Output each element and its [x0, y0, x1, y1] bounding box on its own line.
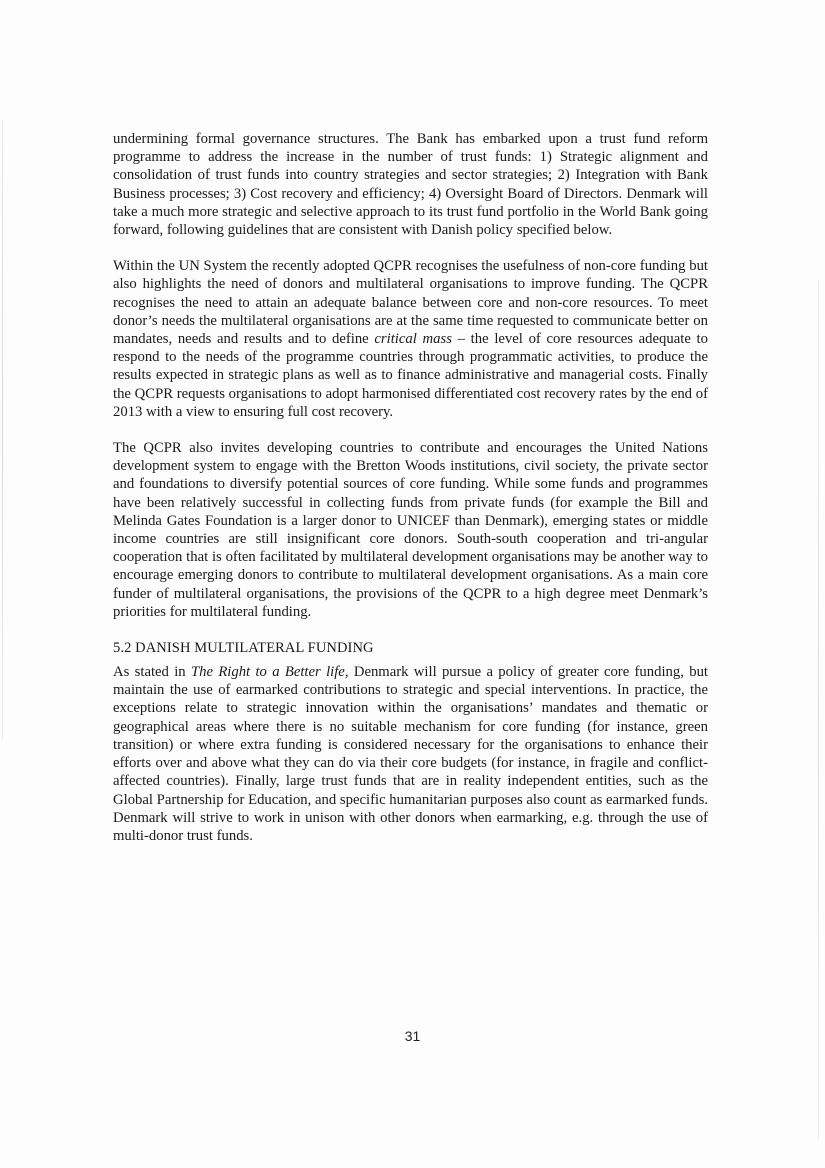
- paragraph-qcpr-core-funding: The QCPR also invites developing countries to contribute and encourages the United Nations development system to engage with the Bretton Woods institutions, civil society, the private sector and foundations to diversify potential sources of core funding. While some funds and programmes have been relatively successful in collecting funds from private funds (for example the Bill and Melinda Gates Foundation is a larger donor to UNICEF than Denmark), emerging states or middle income countries are still insignificant core donors. South-south cooperation and tri-angular cooperation that is often facilitated by multilateral development organisations may be another way to encourage emerging donors to contribute to multilateral development organisations. As a main core funder of multilateral organisations, the provisions of the QCPR to a high degree meet Denmark’s priorities for multilateral funding.: [113, 440, 708, 620]
- paragraph-qcpr-text-1: Within the UN System the recently adopted QCPR recognises the usefulness of non-core funding but also highlights the need of donors and multilateral organisations to improve funding. The QCPR recognises the need to attain an adequate balance between core and non-core resources. To meet donor’s needs the multilateral organisations are at the same time requested to communicate better on mandates, needs and results and to define: [113, 258, 708, 348]
- paragraph-danish-funding: [113, 663, 708, 845]
- body-text: [113, 130, 708, 863]
- section-heading: 5.2 DANISH MULTILATERAL FUNDING: [113, 640, 374, 657]
- paragraph-danish-prefix: As stated in: [113, 664, 191, 681]
- paragraph-trust-fund-reform: undermining formal governance structures. The Bank has embarked upon a trust fund reform programme to address the increase in the number of trust funds: 1) Strategic alignment and consolidation of trust funds into country strategies and sector strategies; 2) Integration with Bank Business processes; 3) Cost recovery and efficiency; 4) Oversight Board of Directors. Denmark will take a much more strategic and selective approach to its trust fund portfolio in the World Bank going forward, following guidelines that are consistent with Danish policy specified below.: [113, 131, 708, 239]
- paragraph-qcpr-text-2: – the level of core resources adequate to respond to the needs of the programme countries through programmatic activities, to produce the results expected in strategic plans as well as to finance administrative and managerial costs. Finally the QCPR requests organisations to adopt harmonised differentiated cost recovery rates by the end of 2013 with a view to ensuring full cost recovery.: [113, 331, 708, 420]
- critical-mass-term: critical mass: [374, 331, 452, 348]
- page-number: 31: [404, 1028, 421, 1044]
- paragraph-qcpr-non-core: [113, 257, 708, 421]
- publication-title: The Right to a Better life,: [190, 664, 349, 681]
- scan-edge-left: [2, 120, 3, 740]
- paragraph-danish-text: Denmark will pursue a policy of greater core funding, but maintain the use of earmarked contributions to strategic and special interventions. In practice, the exceptions relate to strategic innovation within the organisations’ mandates and thematic or geographical areas where there is no suitable mechanism for core funding (for instance, green transition) or where extra funding is considered necessary for the organisations to enhance their efforts over and above what they can do via their core budgets (for instance, in fragile and conflict-affected countries). Finally, large trust funds that are in reality independent entities, such as the Global Partnership for Education, and specific humanitarian purposes also count as earmarked funds. Denmark will strive to work in unison with other donors when earmarking, e.g. through the use of multi-donor trust funds.: [113, 664, 708, 844]
- scan-edge-right: [818, 280, 819, 1140]
